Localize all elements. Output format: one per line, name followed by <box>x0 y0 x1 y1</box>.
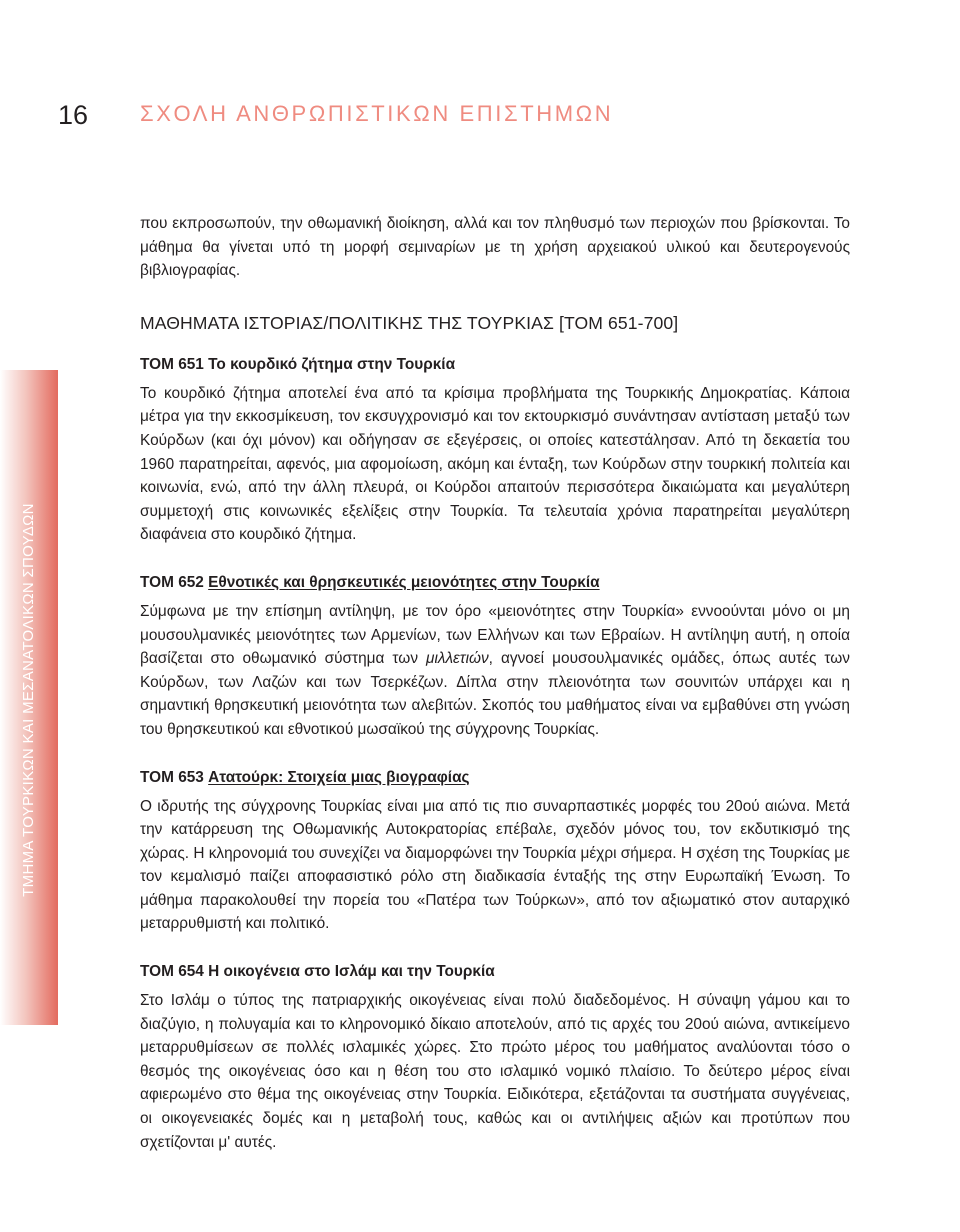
side-tab-label: ΤΜΗΜΑ ΤΟΥΡΚΙΚΩΝ ΚΑΙ ΜΕΣΑΝΑΤΟΛΙΚΩΝ ΣΠΟΥΔΩΝ <box>20 503 37 897</box>
course-name: Εθνοτικές και θρησκευτικές μειονότητες στην Τουρκία <box>208 573 600 591</box>
course-description <box>140 600 850 742</box>
course-description: Ο ιδρυτής της σύγχρονης Τουρκίας είναι μια από τις πιο συναρπαστικές μορφές του 20ού αιώνα. Μετά την κατάρρευση της Οθωμανικής Αυτοκρατορίας επέβαλε, σχεδόν μόνος του, τον εκδυτικισμό της χώρας. Η κληρονομιά του συνεχίζει να διαμορφώνει την Τουρκία μέχρι σήμερα. Η σχέση της Τουρκίας με τον κεμαλισμό παίζει αποφασιστικό ρόλο στη διαδικασία ένταξής της στην Ευρωπαϊκή Ένωση. Το μάθημα παρακολουθεί την πορεία του «Πατέρα των Τούρκων», από τον αξιωματικό στον αυταρχικό μεταρρυθμιστή και πολιτικό. <box>140 797 850 933</box>
course-title <box>140 571 850 594</box>
course-name: Το κουρδικό ζήτημα στην Τουρκία <box>208 355 456 373</box>
course-code: ΤΟΜ 653 <box>140 768 204 786</box>
course-name: Ατατούρκ: Στοιχεία μιας βιογραφίας <box>208 768 470 786</box>
course-code: ΤΟΜ 652 <box>140 573 204 591</box>
course-title <box>140 353 850 376</box>
section-title: ΜΑΘΗΜΑΤΑ ΙΣΤΟΡΙΑΣ/ΠΟΛΙΤΙΚΗΣ ΤΗΣ ΤΟΥΡΚΙΑΣ [ΤΟΜ 651-700] <box>140 312 679 333</box>
course-description-part: Σύμφωνα με την επίσημη αντίληψη, με τον όρο «μειονότητες στην Τουρκία» εννοούνται μόνο οι μη μουσουλμανικές μειονότητες των Αρμενίων, των Ελλήνων και των Εβραίων. Η αντίληψη αυτή, η οποία βασίζεται στο οθωμανικό σύστημα των <box>140 602 850 668</box>
page-content <box>140 212 850 1154</box>
course-code: ΤΟΜ 654 <box>140 963 204 981</box>
course-name: Η οικογένεια στο Ισλάμ και την Τουρκία <box>208 963 495 981</box>
course-tom-652 <box>140 571 850 742</box>
course-tom-653 <box>140 766 850 937</box>
course-tom-654 <box>140 960 850 1154</box>
course-code: ΤΟΜ 651 <box>140 355 204 373</box>
course-title <box>140 960 850 983</box>
course-description: Στο Ισλάμ ο τύπος της πατριαρχικής οικογένειας είναι πολύ διαδεδομένος. Η σύναψη γάμου και το διαζύγιο, η πολυγαμία και το κληρονομικό δίκαιο αποτελούν, από τις αρχές του 20ού αιώνα, αντικείμενο μεταρρυθμίσεων σε πολλές ισλαμικές χώρες. Στο πρώτο μέρος του μαθήματος αναλύονται τόσο ο θεσμός της οικογένειας όσο και η θέση του στο ισλαμικό νομικό πλαίσιο. Το δεύτερο μέρος είναι αφιερωμένο στο θέμα της οικογένειας στην Τουρκία. Ειδικότερα, εξετάζονται τα συστήματα συγγένειας, οι οικογενειακές δομές και η μεταβολή τους, καθώς και οι αντιλήψεις αξιών και προτύπων που σχετίζονται μ' αυτές. <box>140 992 850 1151</box>
intro-paragraph: που εκπροσωπούν, την οθωμανική διοίκηση, αλλά και τον πληθυσμό των περιοχών που βρίσκονται. Το μάθημα θα γίνεται υπό τη μορφή σεμιναρίων με τη χρήση αρχειακού υλικού και δευτερογενούς βιβλιογραφίας. <box>140 215 850 280</box>
course-description-italic: μιλλετιών <box>426 650 489 668</box>
page-number: 16 <box>58 100 89 130</box>
course-tom-651 <box>140 353 850 547</box>
course-description-part: , αγνοεί μουσουλμανικές ομάδες, όπως αυτές των Κούρδων, των Λαζών και των Τσερκέζων. Δίπλα στην πλειονότητα των σουνιτών υπάρχει και η σημαντική θρησκευτική μειονότητα των αλεβιτών. Σκοπός του μαθήματος είναι να εμβαθύνει στη γνώση του θρησκευτικού και εθνοτικού μωσαϊκού της σύγχρονης Τουρκίας. <box>140 650 850 738</box>
course-description: Το κουρδικό ζήτημα αποτελεί ένα από τα κρίσιμα προβλήματα της Τουρκικής Δημοκρατίας. Κάποια μέτρα για την εκκοσμίκευση, τον εκσυγχρονισμό και τον εκτουρκισμό συνάντησαν αντίσταση μεταξύ των Κούρδων (και όχι μόνον) και οδήγησαν σε εξεγέρσεις, οι οποίες κατεστάλησαν. Από τη δεκαετία του 1960 παρατηρείται, αφενός, μια αφομοίωση, ακόμη και ένταξη, των Κούρδων στην τουρκική πολιτεία και κοινωνία, ενώ, από την άλλη πλευρά, οι Κούρδοι απαιτούν περισσότερα δικαιώματα και μεγαλύτερη συμμετοχή στις κοινωνικές εξελίξεις στην Τουρκία. Τα τελευταία χρόνια παρατηρείται μεγαλύτερη διαφάνεια στο κουρδικό ζήτημα. <box>140 384 850 544</box>
course-title <box>140 766 850 789</box>
running-header-school: ΣΧΟΛΗ ΑΝΘΡΩΠΙΣΤΙΚΩΝ ΕΠΙΣΤΗΜΩΝ <box>140 101 614 126</box>
